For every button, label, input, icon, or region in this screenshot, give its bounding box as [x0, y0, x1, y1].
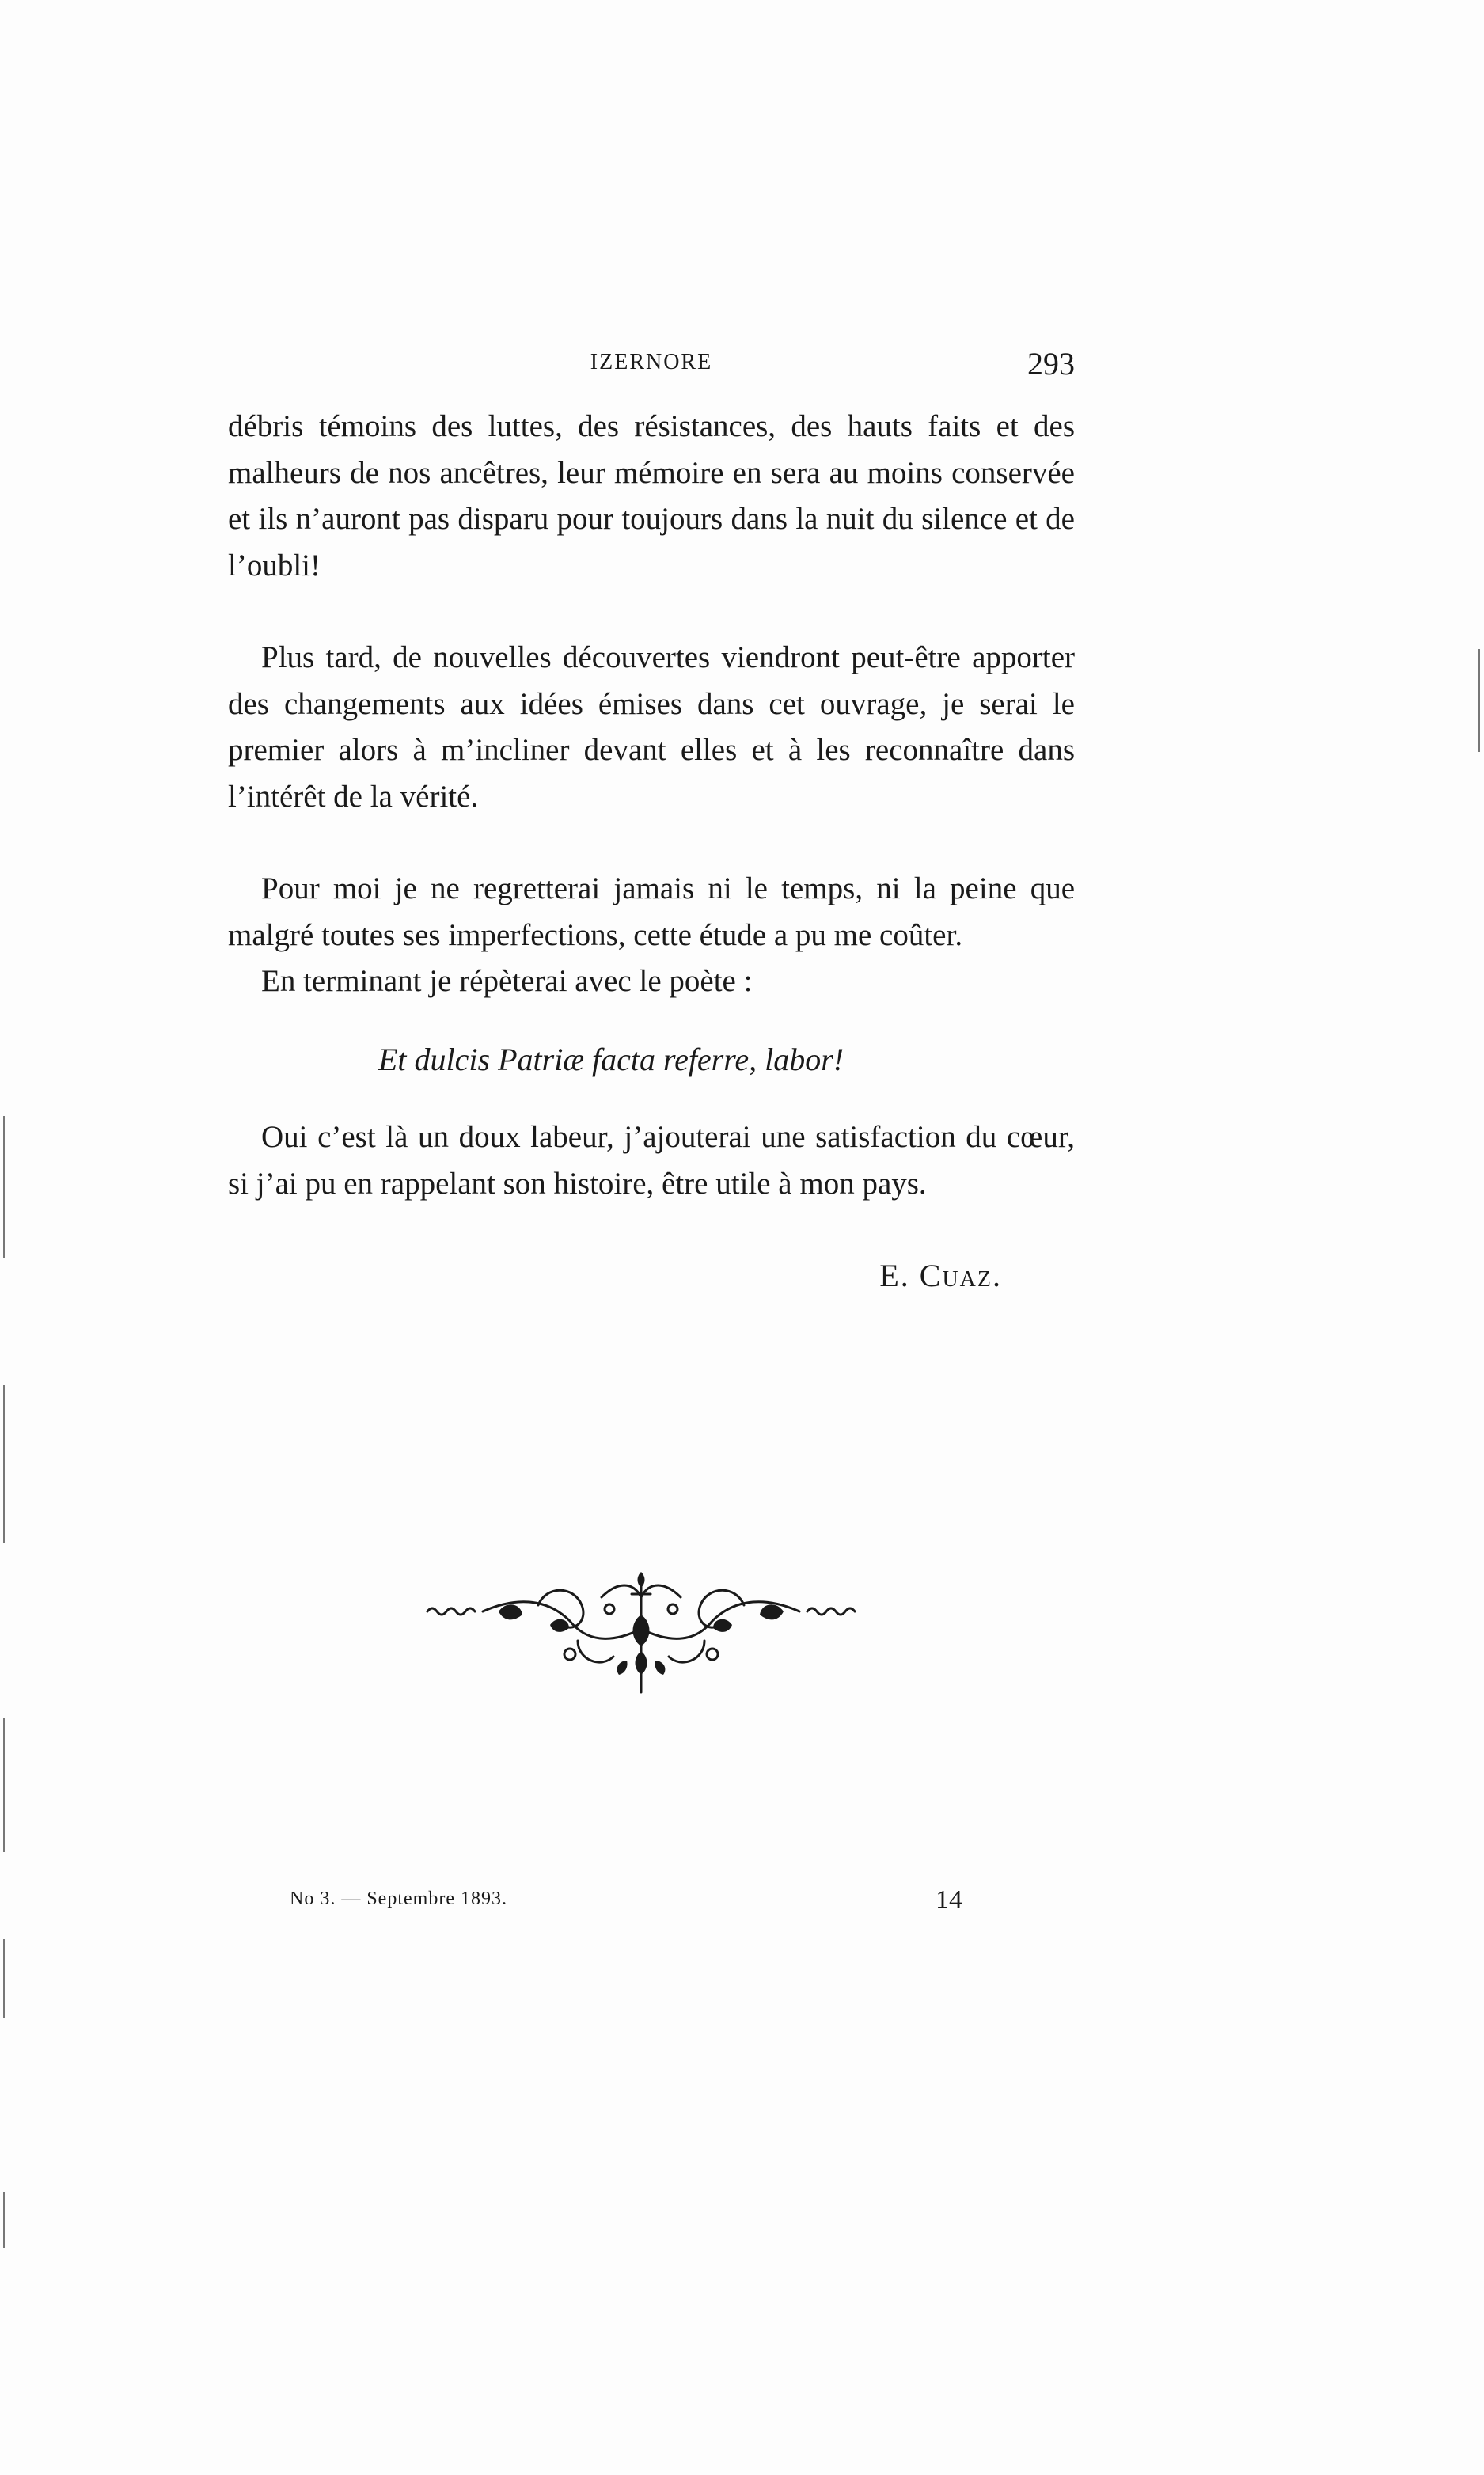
fleuron-ornament-icon — [419, 1566, 863, 1708]
scan-edge-mark — [3, 1385, 5, 1543]
scan-edge-mark — [3, 1939, 5, 2018]
latin-quote: Et dulcis Patriæ facta referre, labor! — [378, 1041, 844, 1077]
signature-name: Cuaz. — [919, 1258, 1002, 1293]
scan-edge-mark — [3, 1116, 5, 1258]
paragraph-3: Pour moi je ne regretterai jamais ni le temps, ni la peine que malgré toutes ses imperfections, cette étude a pu me coûter. — [228, 871, 1075, 952]
body-text — [228, 404, 1075, 1300]
scan-edge-mark — [3, 1718, 5, 1852]
scan-edge-mark — [3, 2192, 5, 2248]
paragraph-4: En terminant je répèterai avec le poète : — [261, 964, 753, 998]
paragraph-5: Oui c’est là un doux labeur, j’ajouterai une satisfaction du cœur, si j’ai pu en rappelant son histoire, être utile à mon pays. — [228, 1120, 1075, 1201]
page-number: 293 — [1027, 346, 1075, 381]
issue-line: No 3. — Septembre 1893. — [290, 1889, 507, 1909]
signature-mark: 14 — [936, 1885, 962, 1915]
signature-initial: E. — [879, 1258, 910, 1293]
paragraph-2: Plus tard, de nouvelles découvertes viendront peut-être apporter des changements aux idées émises dans cet ouvrage, je serai le premier alors à m’incliner devant elles et à les reconnaître dans l’intérêt de la vérité. — [228, 640, 1075, 814]
author-signature — [228, 1253, 1075, 1300]
scan-edge-mark — [1478, 649, 1480, 752]
page-header — [228, 347, 1075, 394]
running-title: IZERNORE — [590, 350, 713, 374]
paragraph-1: débris témoins des luttes, des résistances, des hauts faits et des malheurs de nos ancêtres, leur mémoire en sera au moins conservée et ils n’auront pas disparu pour toujours dans la nuit du silence et de l’oubli! — [228, 409, 1075, 583]
